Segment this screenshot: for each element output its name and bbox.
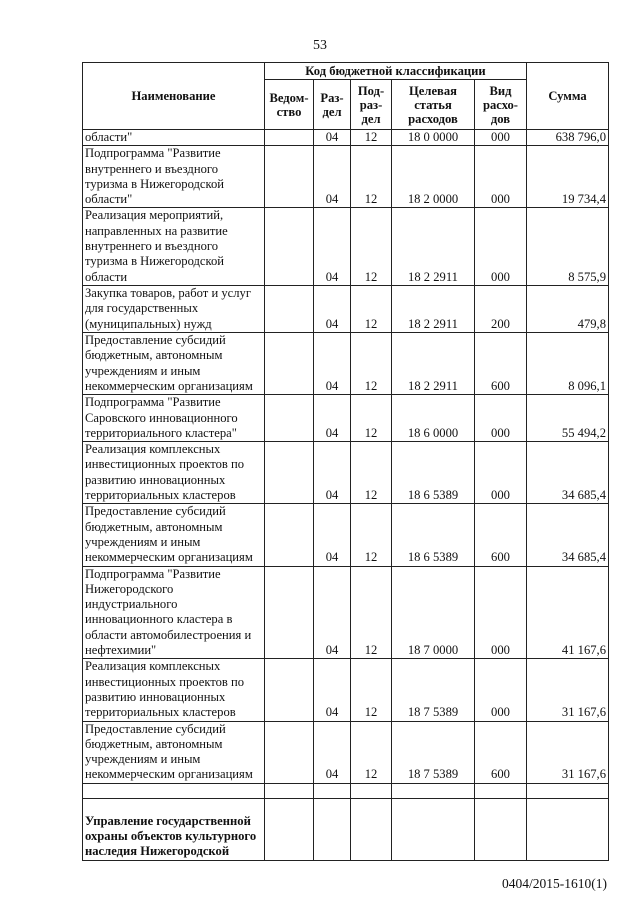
row-vid-raskhodov-cell: 000 — [475, 442, 527, 504]
row-vedomstvo-cell — [265, 721, 314, 783]
row-celevaya-statya-cell: 18 7 5389 — [392, 721, 475, 783]
row-celevaya-statya-cell: 18 0 0000 — [392, 130, 475, 146]
row-celevaya-statya-cell: 18 7 0000 — [392, 566, 475, 659]
row-podrazdel-cell: 12 — [351, 659, 392, 721]
table-row — [83, 659, 609, 721]
row-sum-cell — [527, 783, 609, 798]
row-vedomstvo-cell — [265, 130, 314, 146]
row-sum-cell: 638 796,0 — [527, 130, 609, 146]
row-vedomstvo-cell — [265, 285, 314, 332]
row-celevaya-statya-cell: 18 2 0000 — [392, 146, 475, 208]
header-razdel: Раз-дел — [314, 80, 351, 130]
row-sum-cell: 8 575,9 — [527, 208, 609, 285]
row-name-cell: области" — [83, 130, 265, 146]
row-name-cell — [83, 783, 265, 798]
row-vid-raskhodov-cell — [475, 783, 527, 798]
row-vedomstvo-cell — [265, 659, 314, 721]
row-podrazdel-cell: 12 — [351, 130, 392, 146]
row-razdel-cell — [314, 783, 351, 798]
row-razdel-cell — [314, 798, 351, 860]
row-name-cell: Подпрограмма "Развитие Нижегородского индустриального инновационного кластера в области автомобилестроения и нефтехимии" — [83, 566, 265, 659]
row-razdel-cell: 04 — [314, 146, 351, 208]
row-name-cell: Предоставление субсидий бюджетным, автономным учреждениям и иным некоммерческим организациям — [83, 332, 265, 394]
row-celevaya-statya-cell — [392, 798, 475, 860]
table-row — [83, 130, 609, 146]
row-podrazdel-cell: 12 — [351, 504, 392, 566]
row-vedomstvo-cell — [265, 566, 314, 659]
header-name: Наименование — [83, 63, 265, 130]
row-razdel-cell: 04 — [314, 208, 351, 285]
row-sum-cell — [527, 798, 609, 860]
row-razdel-cell: 04 — [314, 130, 351, 146]
table-row — [83, 783, 609, 798]
row-sum-cell: 55 494,2 — [527, 395, 609, 442]
row-sum-cell: 34 685,4 — [527, 442, 609, 504]
row-razdel-cell: 04 — [314, 566, 351, 659]
row-name-cell: Реализация мероприятий, направленных на развитие внутреннего и въездного туризма в Нижегородской области — [83, 208, 265, 285]
table-row — [83, 332, 609, 394]
page-number: 53 — [313, 38, 327, 53]
row-celevaya-statya-cell: 18 6 5389 — [392, 504, 475, 566]
row-sum-cell: 41 167,6 — [527, 566, 609, 659]
row-razdel-cell: 04 — [314, 285, 351, 332]
document-code: 0404/2015-1610(1) — [502, 876, 607, 891]
budget-table — [82, 62, 609, 861]
row-vid-raskhodov-cell: 600 — [475, 504, 527, 566]
header-sum: Сумма — [527, 63, 609, 130]
row-razdel-cell: 04 — [314, 332, 351, 394]
row-name-cell: Предоставление субсидий бюджетным, автономным учреждениям и иным некоммерческим организациям — [83, 504, 265, 566]
row-podrazdel-cell: 12 — [351, 146, 392, 208]
row-sum-cell: 31 167,6 — [527, 659, 609, 721]
row-razdel-cell: 04 — [314, 659, 351, 721]
table-row — [83, 798, 609, 860]
table-header — [83, 63, 609, 130]
table-body — [83, 130, 609, 861]
row-vedomstvo-cell — [265, 798, 314, 860]
row-podrazdel-cell: 12 — [351, 442, 392, 504]
row-vedomstvo-cell — [265, 395, 314, 442]
table-row — [83, 504, 609, 566]
row-vid-raskhodov-cell: 000 — [475, 395, 527, 442]
row-sum-cell: 8 096,1 — [527, 332, 609, 394]
header-vid-raskhodov: Вид расхо-дов — [475, 80, 527, 130]
row-podrazdel-cell — [351, 783, 392, 798]
row-vedomstvo-cell — [265, 332, 314, 394]
row-razdel-cell: 04 — [314, 721, 351, 783]
row-vid-raskhodov-cell: 600 — [475, 721, 527, 783]
row-name-cell: Реализация комплексных инвестиционных проектов по развитию инновационных территориальных кластеров — [83, 442, 265, 504]
row-celevaya-statya-cell — [392, 783, 475, 798]
header-celevaya-statya: Целевая статья расходов — [392, 80, 475, 130]
row-podrazdel-cell: 12 — [351, 332, 392, 394]
row-sum-cell: 19 734,4 — [527, 146, 609, 208]
row-vedomstvo-cell — [265, 442, 314, 504]
table-row — [83, 442, 609, 504]
row-celevaya-statya-cell: 18 2 2911 — [392, 285, 475, 332]
row-vid-raskhodov-cell: 000 — [475, 146, 527, 208]
table-row — [83, 721, 609, 783]
row-razdel-cell: 04 — [314, 442, 351, 504]
row-name-cell: Подпрограмма "Развитие Саровского инновационного территориального кластера" — [83, 395, 265, 442]
row-vid-raskhodov-cell — [475, 798, 527, 860]
row-podrazdel-cell: 12 — [351, 566, 392, 659]
row-vedomstvo-cell — [265, 783, 314, 798]
row-podrazdel-cell: 12 — [351, 208, 392, 285]
row-vid-raskhodov-cell: 000 — [475, 130, 527, 146]
row-podrazdel-cell: 12 — [351, 721, 392, 783]
row-vedomstvo-cell — [265, 146, 314, 208]
table-row — [83, 285, 609, 332]
row-vid-raskhodov-cell: 000 — [475, 566, 527, 659]
header-classification-group: Код бюджетной классификации — [265, 63, 527, 80]
row-name-cell: Управление государственной охраны объектов культурного наследия Нижегородской — [83, 798, 265, 860]
row-vedomstvo-cell — [265, 504, 314, 566]
row-name-cell: Предоставление субсидий бюджетным, автономным учреждениям и иным некоммерческим организациям — [83, 721, 265, 783]
row-celevaya-statya-cell: 18 2 2911 — [392, 208, 475, 285]
row-razdel-cell: 04 — [314, 504, 351, 566]
row-vid-raskhodov-cell: 200 — [475, 285, 527, 332]
row-vid-raskhodov-cell: 600 — [475, 332, 527, 394]
row-sum-cell: 479,8 — [527, 285, 609, 332]
row-podrazdel-cell: 12 — [351, 395, 392, 442]
table-row — [83, 146, 609, 208]
row-name-cell: Закупка товаров, работ и услуг для государственных (муниципальных) нужд — [83, 285, 265, 332]
row-celevaya-statya-cell: 18 6 5389 — [392, 442, 475, 504]
row-celevaya-statya-cell: 18 6 0000 — [392, 395, 475, 442]
row-sum-cell: 34 685,4 — [527, 504, 609, 566]
table-row — [83, 395, 609, 442]
header-podrazdel: Под-раз-дел — [351, 80, 392, 130]
row-vid-raskhodov-cell: 000 — [475, 659, 527, 721]
row-podrazdel-cell: 12 — [351, 285, 392, 332]
table-row — [83, 208, 609, 285]
row-vedomstvo-cell — [265, 208, 314, 285]
row-razdel-cell: 04 — [314, 395, 351, 442]
row-name-cell: Реализация комплексных инвестиционных проектов по развитию инновационных территориальных кластеров — [83, 659, 265, 721]
header-vedomstvo: Ведом-ство — [265, 80, 314, 130]
table-row — [83, 566, 609, 659]
row-sum-cell: 31 167,6 — [527, 721, 609, 783]
row-celevaya-statya-cell: 18 2 2911 — [392, 332, 475, 394]
row-name-cell: Подпрограмма "Развитие внутреннего и въездного туризма в Нижегородской области" — [83, 146, 265, 208]
row-podrazdel-cell — [351, 798, 392, 860]
row-celevaya-statya-cell: 18 7 5389 — [392, 659, 475, 721]
row-vid-raskhodov-cell: 000 — [475, 208, 527, 285]
